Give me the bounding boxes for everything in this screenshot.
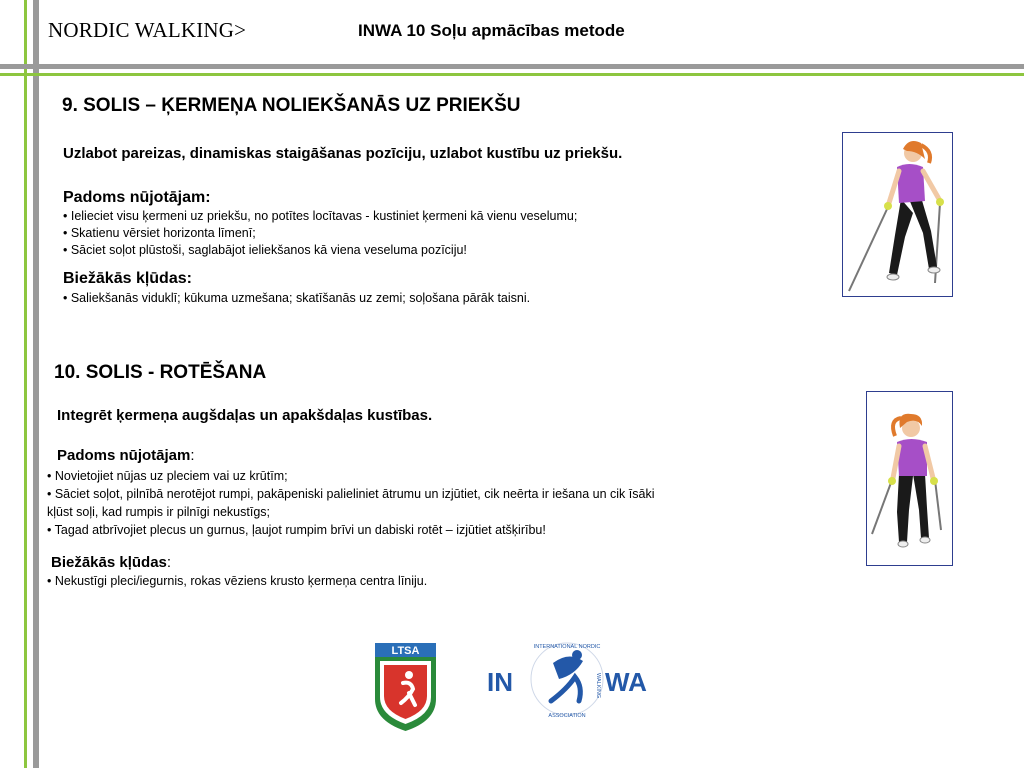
step10-walker-image xyxy=(866,391,953,566)
brand-title: NORDIC WALKING> xyxy=(48,18,247,42)
step10-tips-heading-colon: : xyxy=(190,447,195,464)
step10-title: 10. SOLIS - ROTĒŠANA xyxy=(54,362,267,383)
list-item: • Skatienu vērsiet horizonta līmenī; xyxy=(63,226,256,240)
inwa-arc-bottom: ASSOCIATION xyxy=(548,713,586,719)
step10-goal: Integrēt ķermeņa augšdaļas un apakšdaļas kustības. xyxy=(57,407,433,424)
top-gray-line xyxy=(0,64,1024,69)
list-item: • Sāciet soļot plūstoši, saglabājot ieliekšanos kā viena veseluma pozīciju! xyxy=(63,243,467,257)
inwa-left-text: IN xyxy=(487,667,513,697)
list-item: • Tagad atbrīvojiet plecus un gurnus, ļaujot rumpim brīvi un dabiski rotēt – izjūtiet atšķirību! xyxy=(47,523,546,537)
step10-mistakes-list xyxy=(47,573,427,590)
ltsa-logo-text: LTSA xyxy=(391,645,420,657)
step10-mistakes-heading xyxy=(51,554,171,571)
step10-tips-heading xyxy=(57,447,195,464)
list-item: • Ielieciet visu ķermeni uz priekšu, no potītes locītavas - kustiniet ķermeni kā vienu veselumu; xyxy=(63,209,578,223)
left-gray-line xyxy=(33,0,39,768)
step9-title: 9. SOLIS – ĶERMEŅA NOLIEKŠANĀS UZ PRIEKŠU xyxy=(62,95,521,116)
inwa-right-text: WA xyxy=(605,667,647,697)
step9-goal: Uzlabot pareizas, dinamiskas staigāšanas pozīciju, uzlabot kustību uz priekšu. xyxy=(63,145,623,162)
step9-tips-list xyxy=(63,208,577,259)
step9-mistakes-list xyxy=(63,290,530,307)
list-item: kļūst soļi, kad rumpis ir pilnīgi nekustīgs; xyxy=(47,505,271,519)
ltsa-logo xyxy=(373,641,438,733)
page-subtitle: INWA 10 Soļu apmācības metode xyxy=(358,21,625,40)
step9-walker-image xyxy=(842,132,953,297)
step10-tips-heading-text: Padoms nūjotājam xyxy=(57,447,191,464)
step10-mistakes-heading-colon: : xyxy=(166,554,172,571)
step10-mistakes-heading-text: Biežākās kļūdas xyxy=(51,554,167,571)
inwa-logo xyxy=(487,639,653,719)
step9-tips-heading: Padoms nūjotājam: xyxy=(63,189,211,206)
list-item: • Saliekšanās viduklī; kūkuma uzmešana; skatīšanās uz zemi; soļošana pārāk taisni. xyxy=(63,291,531,305)
inwa-arc-top: INTERNATIONAL NORDIC xyxy=(533,644,601,650)
top-green-line xyxy=(0,73,1024,76)
inwa-arc-right: WALKING xyxy=(595,673,601,699)
step10-tips-list xyxy=(47,467,654,539)
left-green-line xyxy=(24,0,27,768)
step9-mistakes-heading: Biežākās kļūdas: xyxy=(63,270,192,287)
list-item: • Novietojiet nūjas uz pleciem vai uz krūtīm; xyxy=(47,469,288,483)
list-item: • Sāciet soļot, pilnībā nerotējot rumpi, pakāpeniski palieliniet ātrumu un izjūtiet, cik neērta ir iešana un cik īsāki xyxy=(47,487,655,501)
list-item: • Nekustīgi pleci/iegurnis, rokas vēziens krusto ķermeņa centra līniju. xyxy=(47,574,428,588)
